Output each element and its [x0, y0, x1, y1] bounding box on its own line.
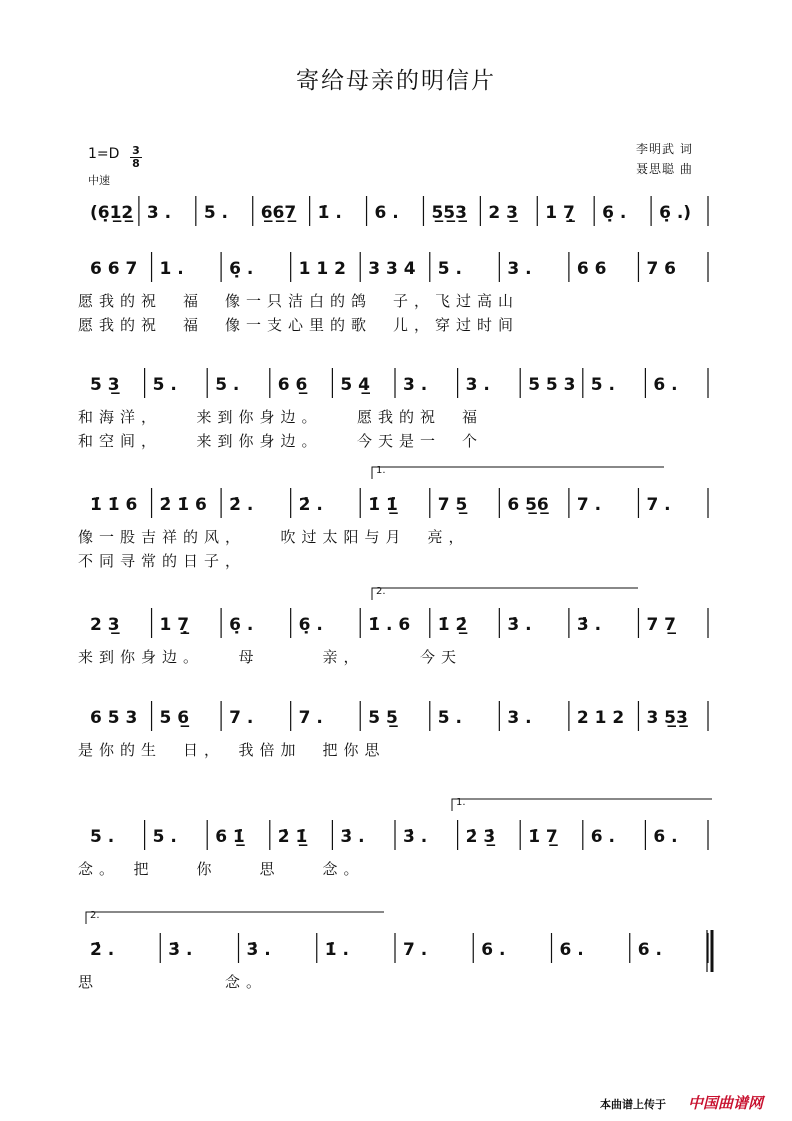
measure: 1 7̣̲	[159, 615, 190, 635]
measure: 6 .	[590, 827, 616, 847]
key-signature: 1=D	[88, 146, 120, 162]
measure: 1̇ 1̲̇	[368, 495, 398, 515]
measure: 3̇ .	[246, 940, 271, 960]
measure: 3̇ .	[576, 615, 602, 635]
volta-label: 1.	[456, 797, 466, 808]
measure: 3̇ .	[403, 827, 428, 847]
measure: 6 1̲̇	[215, 827, 245, 847]
measure: 5 3̲	[90, 375, 120, 395]
measure: 1̇ 7̲	[528, 827, 558, 847]
measure: 2 1 2	[576, 708, 625, 728]
measure: 3̇ .	[340, 827, 365, 847]
site-logo-text: 中国曲谱网	[688, 1094, 764, 1112]
measure: 3 3 4	[368, 259, 416, 279]
measure: 6 6 7	[90, 259, 138, 279]
time-signature-top: 3	[132, 144, 140, 157]
measure: 6̣ .	[229, 615, 254, 635]
measure: 5 .	[590, 375, 616, 395]
measure: 6 6	[576, 259, 607, 279]
volta-bracket	[372, 467, 664, 479]
lyricist-credit: 李明武 词	[636, 142, 693, 156]
lyrics-verse-1: 念。 把 你 思 念。	[78, 860, 365, 878]
measure: (6̣1̲2̲	[90, 203, 134, 223]
score-line-6	[78, 701, 708, 759]
measure: 5 .	[215, 375, 240, 395]
measure: 2̇ 3̲̇	[465, 827, 496, 847]
measure: 3 .	[465, 375, 490, 395]
measure: 1̇ .	[317, 203, 342, 223]
measure: 1 7̣̲	[545, 203, 575, 223]
measure: 5 .	[152, 827, 177, 847]
volta-label: 2.	[90, 910, 100, 921]
lyrics-verse-1: 是你的生 日， 我倍加 把你思	[78, 741, 386, 759]
measure: 1̇ 1̇ 6	[90, 495, 138, 515]
measure: 6 .	[637, 940, 662, 960]
time-signature-bottom: 8	[132, 157, 140, 170]
score-line-2	[78, 252, 708, 334]
score-line-5	[78, 608, 708, 666]
measure: 3 .	[507, 259, 532, 279]
measure: 6̣ .	[298, 615, 323, 635]
measure: 6̣ .	[229, 259, 254, 279]
measure: 5 .	[437, 259, 462, 279]
measure: 7 .	[298, 708, 323, 728]
measure: 2 3̲	[488, 203, 518, 223]
measure: 7 5̲	[437, 495, 468, 515]
measure: 6 5̲6̲	[507, 495, 549, 515]
measure: 2̇ .	[229, 495, 254, 515]
measure: 7 6	[646, 259, 677, 279]
measure: 5 .	[152, 375, 177, 395]
measure: 3 5̲3̲	[646, 708, 688, 728]
score-line-7	[78, 820, 708, 878]
measure: 3 .	[507, 708, 532, 728]
measure: 6 .	[559, 940, 584, 960]
site-logo	[688, 1092, 763, 1113]
footer-text: 本曲谱上传于	[600, 1098, 666, 1111]
measure: 2̇ .	[298, 495, 323, 515]
lyrics-verse-2: 和空间， 来到你身边。 今天是一 个	[78, 432, 484, 450]
measure: 2̇ 1̲̇	[277, 827, 308, 847]
measure: 6 .	[653, 375, 678, 395]
measure: 1 .	[159, 259, 184, 279]
score-line-3	[78, 368, 708, 450]
composer-credit: 聂思聪 曲	[636, 162, 693, 176]
measure: 7 7̲	[646, 615, 677, 635]
measure: 5 .	[203, 203, 229, 223]
lyrics-verse-2: 不同寻常的日子，	[78, 552, 247, 570]
lyrics-verse-1: 思 念。	[78, 973, 268, 991]
measure: 7 .	[403, 940, 428, 960]
volta-label: 1.	[376, 465, 386, 476]
measure: 5̲5̲3̲	[431, 203, 467, 223]
measure: 3̇ .	[507, 615, 532, 635]
lyrics-verse-1: 像一股吉祥的风， 吹过太阳与月 亮，	[78, 528, 470, 546]
lyrics-verse-1: 愿我的祝 福 像一只洁白的鸽 子，飞过高山	[78, 292, 520, 310]
lyrics-verse-2: 愿我的祝 福 像一支心里的歌 儿，穿过时间	[78, 316, 520, 334]
measure: 6 .	[374, 203, 399, 223]
measure: 6 .	[653, 827, 678, 847]
lyrics-verse-1: 和海洋， 来到你身边。 愿我的祝 福	[78, 408, 484, 426]
measure: 1̇ .	[324, 940, 349, 960]
volta-bracket	[86, 912, 384, 924]
measure: 2 3̲	[90, 615, 120, 635]
measure: 6 5 3	[90, 708, 138, 728]
volta-label: 2.	[376, 586, 386, 597]
measure: 5 .	[90, 827, 115, 847]
measure: 7 .	[576, 495, 602, 515]
measure: 3 .	[146, 203, 172, 223]
measure: 3 .	[403, 375, 428, 395]
measure: 7 .	[229, 708, 254, 728]
measure: 6̣ .	[602, 203, 627, 223]
measure: 6 .	[481, 940, 506, 960]
measure: 5 6̲	[159, 708, 190, 728]
lyrics-verse-1: 来到你身边。 母 亲， 今天	[78, 648, 463, 666]
score-line-8	[78, 933, 708, 991]
volta-bracket	[452, 799, 712, 811]
measure: 5 5 3	[528, 375, 576, 395]
page-title: 寄给母亲的明信片	[296, 68, 496, 94]
measure: 5 .	[437, 708, 462, 728]
measure: 7 .	[646, 495, 671, 515]
measure: 1̇ . 6	[368, 615, 411, 635]
measure: 2̇ 1̇ 6	[159, 495, 207, 515]
measure: 6 6̲	[277, 375, 308, 395]
tempo-marking: 中速	[88, 174, 110, 187]
measure: 5 5̲	[368, 708, 398, 728]
measure: 5 4̲	[340, 375, 370, 395]
measure: 1̇ 2̲̇	[437, 615, 468, 635]
measure: 1 1 2	[298, 259, 346, 279]
measure: 6̣ .)	[659, 203, 692, 223]
score-line-4	[78, 488, 708, 570]
measure: 3̇ .	[168, 940, 193, 960]
measure: 6̲6̲7̲	[260, 203, 297, 223]
measure: 2̇ .	[90, 940, 115, 960]
score-line-1	[90, 196, 708, 226]
volta-bracket	[372, 588, 638, 600]
